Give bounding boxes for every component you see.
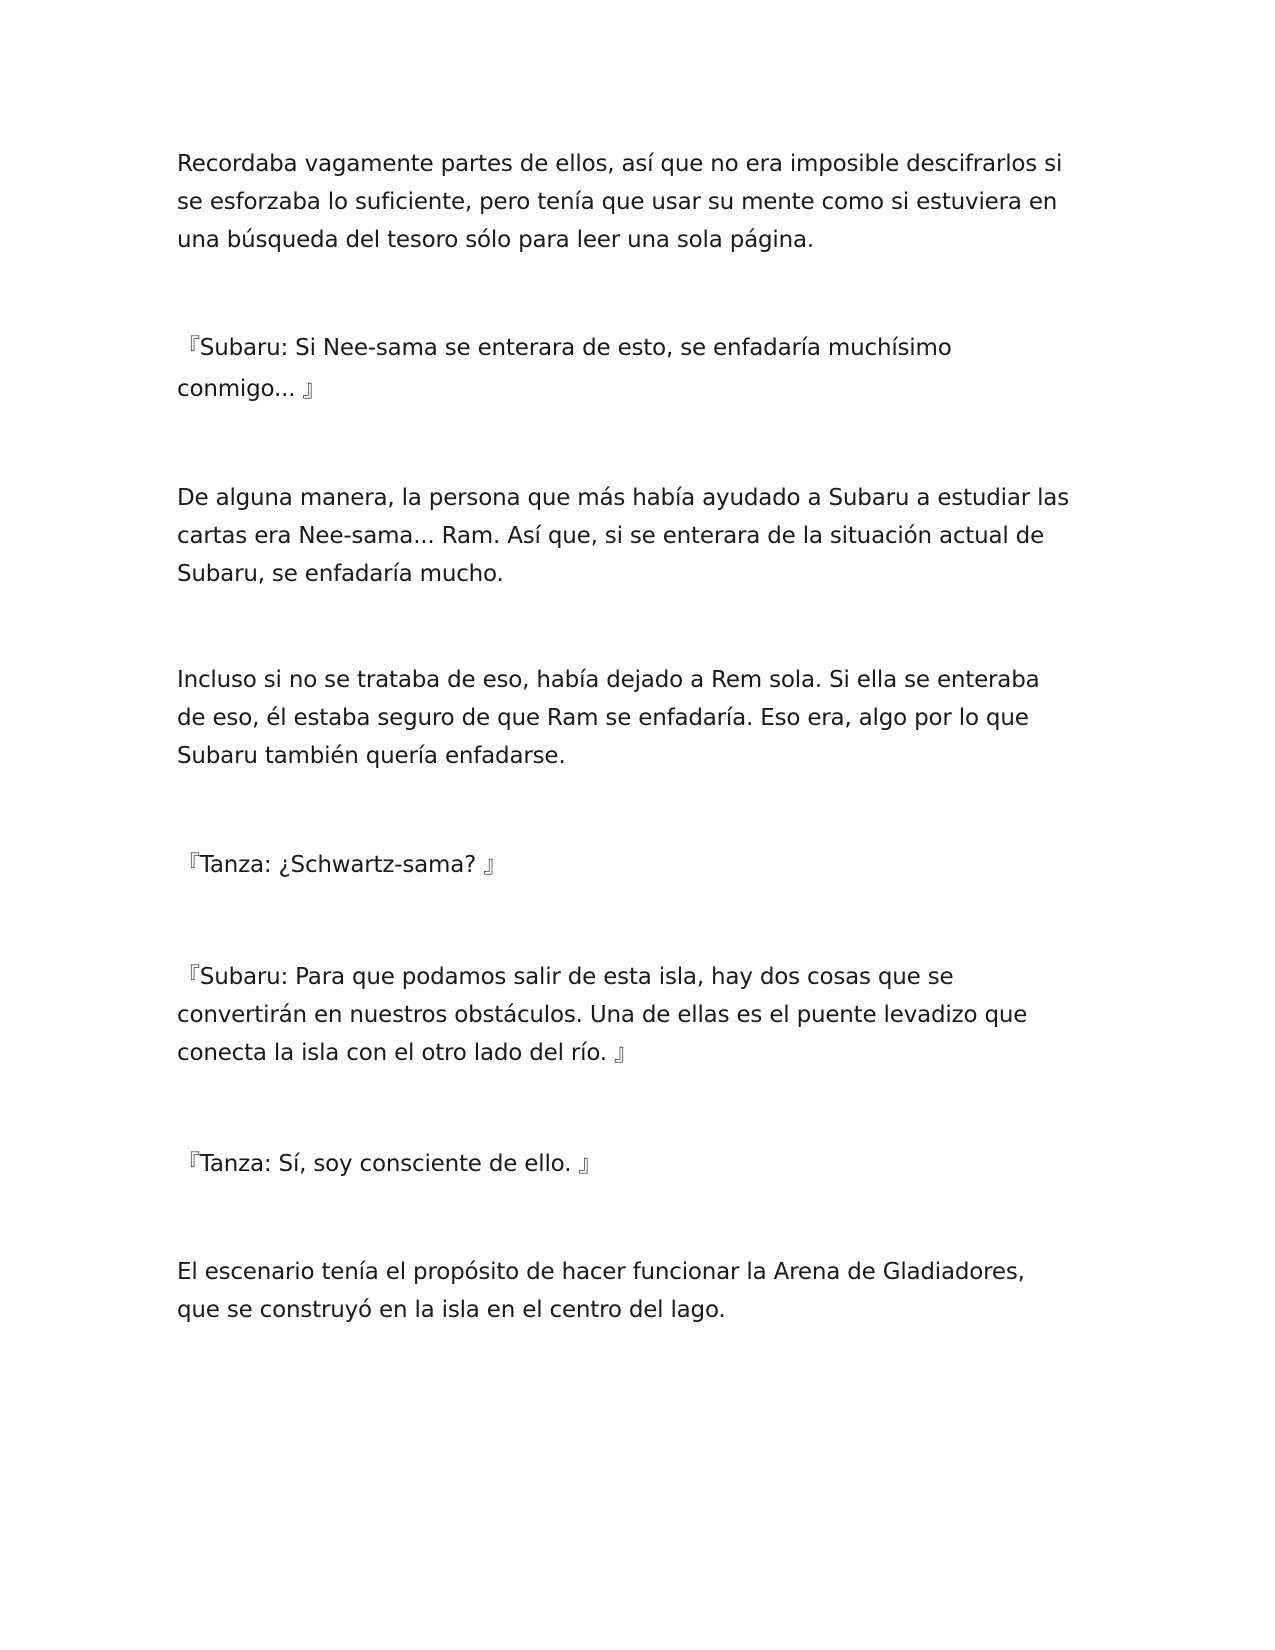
paragraph-narration-4: El escenario tenía el propósito de hacer funcionar la Arena de Gladiadores, que se construyó en la isla en el centro del lago.: [177, 1259, 1025, 1323]
paragraph-narration-3: Incluso si no se trataba de eso, había dejado a Rem sola. Si ella se enteraba de eso, él estaba seguro de que Ram se enfadaría. Eso era, algo por lo que Subaru también quería enfadarse.: [177, 667, 1040, 769]
paragraph-dialogue-tanza-1: 『Tanza: ¿Schwartz-sama? 』: [177, 852, 507, 878]
paragraph-dialogue-subaru-1: 『Subaru: Si Nee-sama se enterara de esto, se enfadaría muchísimo conmigo... 』: [177, 335, 952, 402]
paragraph-narration-2: De alguna manera, la persona que más había ayudado a Subaru a estudiar las cartas era Nee-sama... Ram. Así que, si se enterara de la situación actual de Subaru, se enfadaría mucho.: [177, 485, 1069, 587]
paragraph-dialogue-tanza-2: 『Tanza: Sí, soy consciente de ello. 』: [177, 1151, 602, 1177]
paragraph-dialogue-subaru-2: 『Subaru: Para que podamos salir de esta isla, hay dos cosas que se convertirán en nuestros obstáculos. Una de ellas es el puente levadizo que conecta la isla con el otro lado del río. 』: [177, 964, 1028, 1066]
paragraph-narration-1: Recordaba vagamente partes de ellos, así que no era imposible descifrarlos si se esforzaba lo suficiente, pero tenía que usar su mente como si estuviera en una búsqueda del tesoro sólo para leer una sola página.: [177, 151, 1063, 253]
